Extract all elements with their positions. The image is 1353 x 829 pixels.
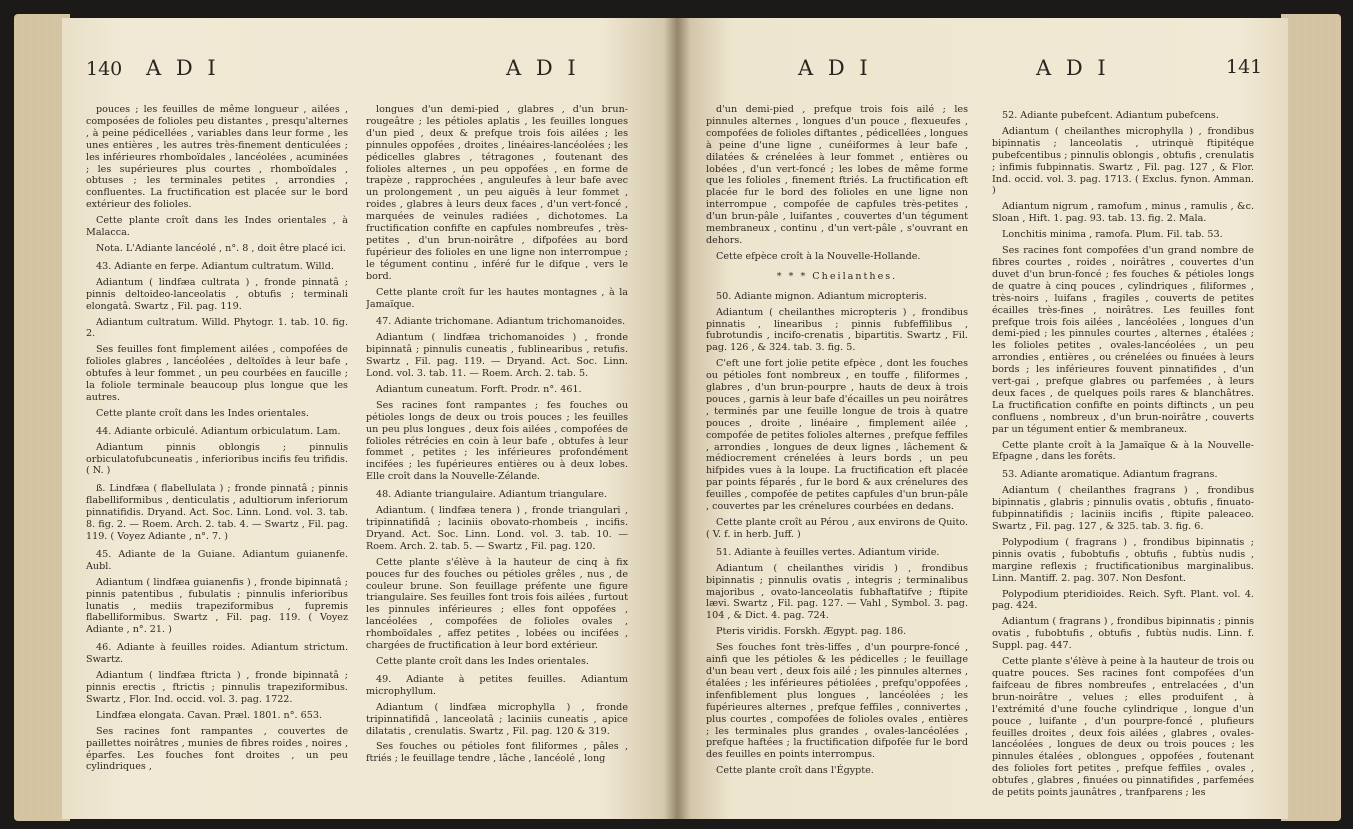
- right-page-header: [706, 56, 1266, 96]
- paragraph: Adiantum ( lindfæa trichomanoides ) , fronde bipinnatâ ; pinnulis cuneatis , fublinearibus , retufis. Swartz , Fil. pag. 119. — Dryand. Act. Soc. Linn. Lond. vol. 3. tab. 11. — Roem. Arch. 2. tab. 5.: [366, 332, 628, 380]
- paragraph: Cette plante croît à la Jamaïque & à la Nouvelle-Efpagne , dans les forêts.: [992, 439, 1254, 463]
- paragraph: Cette plante croît dans les Indes orientales.: [376, 655, 589, 667]
- paragraph: 52. Adiante pubefcent. Adiantum pubefcens.: [1002, 110, 1219, 121]
- paragraph: Ses fouches font très-liffes , d'un pourpre-foncé , ainfi que les pétioles & les pédicelles ; le feuillage d'un beau vert , deux fois ailé ; les pinnules alternes , étalées ; les inférieures pétiolées , prefqu'oppofées , infenfiblement plus longues , lancéolées ; les fupérieures alternes , prefque feffiles , connivertes , plus courtes , compofées de folioles ovales , entières ; les terminales plus grandes , ovales-lancéolées , prefque haftées ; la fructification difpofée fur le bord des feuilles en points interrompus.: [706, 642, 968, 761]
- right-running-head-1: A D I: [798, 56, 872, 80]
- paragraph: Polypodium pteridioides. Reich. Syft. Plant. vol. 4. pag. 424.: [992, 588, 1254, 612]
- paragraph: 44. Adiante orbiculé. Adiantum orbiculatum. Lam.: [96, 425, 341, 437]
- paragraph: Adiantum ( lindfæa cultrata ) , fronde pinnatâ ; pinnis deltoideo-lanceolatis , obtufis ; terminali elongatâ. Swartz , Fil. pag. 119.: [86, 276, 348, 312]
- paragraph: 49. Adiante à petites feuilles. Adiantum microphyllum.: [366, 673, 628, 697]
- paragraph: Cette plante croît au Pérou , aux environs de Quito. ( V. f. in herb. Juff. ): [706, 517, 968, 540]
- paragraph: Ses feuilles font fimplement ailées , compofées de folioles glabres , lancéolées , deltoïdes à leur bafe , obtufes à leur fommet , un peu courbées en faucille ; la foliole terminale beaucoup plus longue que les autres.: [86, 344, 348, 403]
- left-page-number: 140: [86, 58, 123, 80]
- paragraph: longues d'un demi-pied , glabres , d'un brun-rougeâtre ; les pétioles aplatis , les feuilles longues d'un pied , deux & prefque trois fois ailées ; les pinnules oppofées , droites , linéaires-lancéolées ; les pédicelles glabres , tétragones , foutenant des folioles alternes , un peu oppofées , en forme de trapèze , rapprochées , anguleufes à leur bafe avec un prolongement , un peu aiguës à leur fommet , roides , glabres à leurs deux faces , d'un vert-foncé , marquées de veinules radiées , dichotomes. La fructification confifte en capfules nombreufes , très-petites , d'un brun-noirâtre , difpofées au bord fupérieur des folioles en une ligne non interrompue ; le tégument continu , inféré fur le difque , vers le bord.: [366, 104, 628, 282]
- right-page-number: 141: [1226, 56, 1263, 78]
- paragraph: 53. Adiante aromatique. Adiantum fragrans.: [1002, 469, 1218, 481]
- paragraph: Cette plante croît fur les hautes montagnes , à la Jamaïque.: [366, 286, 628, 310]
- paragraph: 46. Adiante à feuilles roides. Adiantum strictum. Swartz.: [86, 642, 348, 666]
- paragraph: 48. Adiante triangulaire. Adiantum triangulare.: [376, 489, 607, 501]
- paragraph: Adiantum nigrum , ramofum , minus , ramulis , &c. Sloan , Hift. 1. pag. 93. tab. 13. fig. 2. Mala.: [992, 201, 1254, 225]
- right-page-edges: [1281, 14, 1341, 821]
- paragraph: C'eft une fort jolie petite efpèce , dont les fouches ou pétioles font nombreux , en touffe , filiformes , glabres , d'un brun-pourpre , hauts de deux à trois pouces , garnis à leur bafe d'écailles un peu noirâtres , terminés par une feuille longue de trois à quatre pouces , droite , linéaire , fimplement ailée , compofée de petites folioles alternes , prefque feffiles , arrondies , longues de deux lignes , lâchement & médiocrement crénelées à leurs bords , un peu hifpides vues à la loupe. La fructification eft placée par points féparés , fur le bord & aux crénelures des feuilles , compofée de petites capfules d'un brun-pâle , couvertes par les crénelures courbées en dedans.: [706, 358, 968, 513]
- left-page-header: [86, 56, 656, 96]
- left-page-column-2: [366, 104, 628, 801]
- paragraph: Pteris viridis. Forskh. Ægypt. pag. 186.: [716, 626, 907, 638]
- right-page-column-2: [992, 104, 1254, 801]
- left-running-head-1: A D I: [146, 56, 220, 80]
- paragraph: pouces ; les feuilles de même longueur , ailées , composées de folioles peu distantes , presqu'alternes , à peine pédicellées , variables dans leur forme , les unes entières , les autres très-finement denticulées ; les inférieures rhomboïdales , lancéolées , acuminées ; les supérieures plus courtes , rhomboïdales , obtuses ; les terminales petites , arrondies , confluentes. La fructification est placée sur le bord extérieur des folioles.: [86, 104, 348, 211]
- paragraph: Adiantum ( cheilanthes micropteris ) , frondibus pinnatis , linearibus ; pinnis fubfeffilibus , fubrotundis , incifo-crenatis , bipartitis. Swartz , Fil. pag. 126 , & 324. tab. 3. fig. 5.: [706, 306, 968, 354]
- paragraph: Cette plante s'élève à la hauteur de cinq à fix pouces fur des fouches ou pétioles grêles , nus , de couleur brune. Son feuillage préfente une figure triangulaire. Ses feuilles font trois fois ailées , furtout les pinnules inférieures ; elles font oppofées , lancéolées , compofées de folioles ovales , rhomboïdales , affez petites , lobées ou incifées , chargées de fructification à leur bord extérieur.: [366, 556, 628, 652]
- paragraph: Cette plante croît dans l'Égypte.: [716, 765, 874, 777]
- paragraph: Lindfæa elongata. Cavan. Præl. 1801. n°. 653.: [96, 709, 322, 721]
- paragraph: Cette plante croît dans les Indes orientales , à Malacca.: [86, 215, 348, 239]
- paragraph: 47. Adiante trichomane. Adiantum trichomanoides.: [376, 316, 626, 328]
- paragraph: Cette efpèce croît à la Nouvelle-Hollande.: [716, 250, 921, 262]
- paragraph: Lonchitis minima , ramofa. Plum. Fil. tab. 53.: [1002, 229, 1223, 241]
- paragraph: Nota. L'Adiante lancéolé , n°. 8 , doit être placé ici.: [96, 242, 346, 254]
- paragraph: Adiantum ( fragrans ) , frondibus bipinnatis ; pinnis ovatis , fubobtufis , obtufis , fubtùs nudis. Linn. f. Suppl. pag. 447.: [992, 616, 1254, 652]
- left-running-head-2: A D I: [506, 56, 580, 80]
- left-page-column-1: [86, 104, 348, 801]
- paragraph: Cette plante s'élève à peine à la hauteur de trois ou quatre pouces. Ses racines font compofées d'un faifceau de fibres nombreufes , entrelacées , d'un brun-noirâtre , velues ; elles produifent , à l'extrémité d'une fouche cylindrique , longue d'un pouce , luifante , d'un pourpre-foncé , plufieurs feuilles droites , deux fois ailées , glabres , ovales-lancéolées , longues de deux ou trois pouces ; les pinnules étalées , oblongues , oppofées , foutenant des folioles fort petites , prefque feffiles , ovales , obtufes , glabres , finuées ou pinnatifides , parfemées de petits points jaunâtres , tranfparens ; les: [992, 656, 1254, 799]
- paragraph: Adiantum ( cheilanthes fragrans ) , frondibus bipinnatis , glabris ; pinnulis ovatis , obtufis , finuato-fubpinnatifidis ; laciniis incifis , ftipite paleaceo. Swartz , Fil. pag. 127 , & 325. tab. 3. fig. 6.: [992, 485, 1254, 532]
- paragraph: Adiantum cuneatum. Forft. Prodr. n°. 461.: [376, 383, 582, 395]
- paragraph: Polypodium ( fragrans ) , frondibus bipinnatis ; pinnis ovatis , fubobtufis , obtufis , fubtùs nudis , margine reflexis ; fructificationibus marginalibus. Linn. Mantiff. 2. pag. 307. Non Desfont.: [992, 536, 1254, 584]
- paragraph: Ses racines font rampantes ; fes fouches ou pétioles longs de deux ou trois pouces ; les feuilles un peu plus longues , deux fois ailées , compofées de folioles rétrécies en coin à leur bafe , obtufes à leur fommet , petites ; les inférieures profondément incifées ; les fupérieures entières ou à deux lobes. Elle croît dans la Nouvelle-Zélande.: [366, 399, 628, 483]
- paragraph: 51. Adiante à feuilles vertes. Adiantum viride.: [716, 546, 940, 558]
- paragraph: Adiantum pinnis oblongis ; pinnulis orbiculatofubcuneatis , inferioribus incifis feu trifidis. ( N. ): [86, 441, 348, 477]
- paragraph: Ses racines font rampantes , couvertes de paillettes noirâtres , munies de fibres roides , noires , éparfes. Les fouches font droites , un peu cylindriques ,: [86, 725, 348, 773]
- paragraph: Ses fouches ou pétioles font filiformes , pâles , ftriés ; le feuillage tendre , lâche , lancéolé , long: [366, 741, 628, 765]
- paragraph: d'un demi-pied , prefque trois fois ailé ; les pinnules alternes , longues d'un pouce , flexueufes , compofées de folioles diftantes , pédicellées , longues à peine d'une ligne , cunéiformes à leur bafe , dilatées & crénelées à leur fommet , entières ou lobées , d'un vert-foncé ; les lobes de même forme que les folioles , finement ftriés. La fructification eft placée fur le bord des folioles en une ligne non interrompue , compofée de capfules très-petites , d'un brun-pâle , luifantes , couvertes d'un tégument membraneux , continu , d'un vert-pâle , s'ouvrant en dehors.: [706, 104, 968, 246]
- left-page: [62, 18, 676, 819]
- right-running-head-2: A D I: [1036, 56, 1110, 80]
- paragraph: Adiantum. ( lindfæa tenera ) , fronde triangulari , tripinnatifidâ ; laciniis obovato-rhombeis , incifis. Dryand. Act. Soc. Linn. Lond. vol. 3. tab. 10. — Roem. Arch. 2. tab. 5. — Swartz , Fil. pag. 120.: [366, 505, 628, 552]
- paragraph: * * * Cheilanthes.: [776, 270, 898, 282]
- paragraph: Adiantum cultratum. Willd. Phytogr. 1. tab. 10. fig. 2.: [86, 316, 348, 340]
- paragraph: Cette plante croît dans les Indes orientales.: [96, 407, 309, 419]
- right-page-column-1: [706, 104, 968, 801]
- paragraph: 43. Adiante en ferpe. Adiantum cultratum. Willd.: [96, 260, 334, 272]
- paragraph: Adiantum ( lindfæa ftricta ) , fronde bipinnatâ ; pinnis erectis , ftrictis ; pinnulis trapeziformibus. Swartz , Flor. Ind. occid. vol. 3. pag. 1722.: [86, 670, 348, 705]
- paragraph: Adiantum ( lindfæa microphylla ) , fronde tripinnatifidâ , lanceolatâ ; laciniis cuneatis , apice dilatatis , crenulatis. Swartz , Fil. pag. 120 & 319.: [366, 701, 628, 737]
- right-page: [676, 18, 1288, 819]
- paragraph: Adiantum ( cheilanthes viridis ) , frondibus bipinnatis ; pinnulis ovatis , integris ; terminalibus majoribus , ovato-lanceolatis fubhaftatifve ; ftipite lævi. Swartz , Fil. pag. 127. — Vahl , Symbol. 3. pag. 104 , & Dict. 4. pag. 724.: [706, 562, 968, 622]
- paragraph: Adiantum ( cheilanthes microphylla ) , frondibus bipinnatis ; lanceolatis , utrinquè ftipitéque pubefcentibus ; pinnulis oblongis , obtufis , crenulatis ; infimis fubpinnatis. Swartz , Fil. pag. 127 , & Flor. Ind. occid. vol. 3. pag. 1713. ( Exclus. fynon. Amman. ): [992, 125, 1254, 197]
- paragraph: ß. Lindfæa ( flabellulata ) ; fronde pinnatâ ; pinnis flabelliformibus , denticulatis , adultiorum inferiorum pinnatifidis. Dryand. Act. Soc. Linn. Lond. vol. 3. tab. 8. fig. 2. — Roem. Arch. 2. tab. 4. — Swartz , Fil. pag. 119. ( Voyez Adiante , n°. 7. ): [86, 483, 348, 542]
- paragraph: 45. Adiante de la Guiane. Adiantum guianenfe. Aubl.: [86, 548, 348, 572]
- paragraph: Adiantum ( lindfæa guianenfis ) , fronde bipinnatâ ; pinnis patentibus , fubulatis ; pinnulis inferioribus lunatis , mediis trapeziformibus , fupremis flabelliformibus. Swartz , Fil. pag. 119. ( Voyez Adiante , n°. 21. ): [86, 576, 348, 636]
- paragraph: Ses racines font compofées d'un grand nombre de fibres courtes , roides , noirâtres , couvertes d'un duvet d'un brun-foncé ; fes fouches & pétioles longs de quatre à cinq pouces , cylindriques , filiformes , très-noirs , luifans , fragiles , couverts de petites écailles très-fines , noirâtres. Les feuilles font prefque trois fois ailées , lancéolées , longues d'un demi-pied ; les pinnules courtes , alternes , étalées ; les folioles petites , ovales-lancéolées , un peu arrondies , entières , ou crénelées ou finuées à leurs bords ; les inférieures fouvent pinnatifides , d'un vert-gai , prefque glabres ou parfemées , à leurs deux faces , de quelques poils rares & blanchâtres. La fructification confifte en points diftincts , un peu confluens , nombreux , d'un brun-noirâtre , couverts par un tégument entier & membraneux.: [992, 245, 1254, 435]
- paragraph: 50. Adiante mignon. Adiantum micropteris.: [716, 290, 927, 302]
